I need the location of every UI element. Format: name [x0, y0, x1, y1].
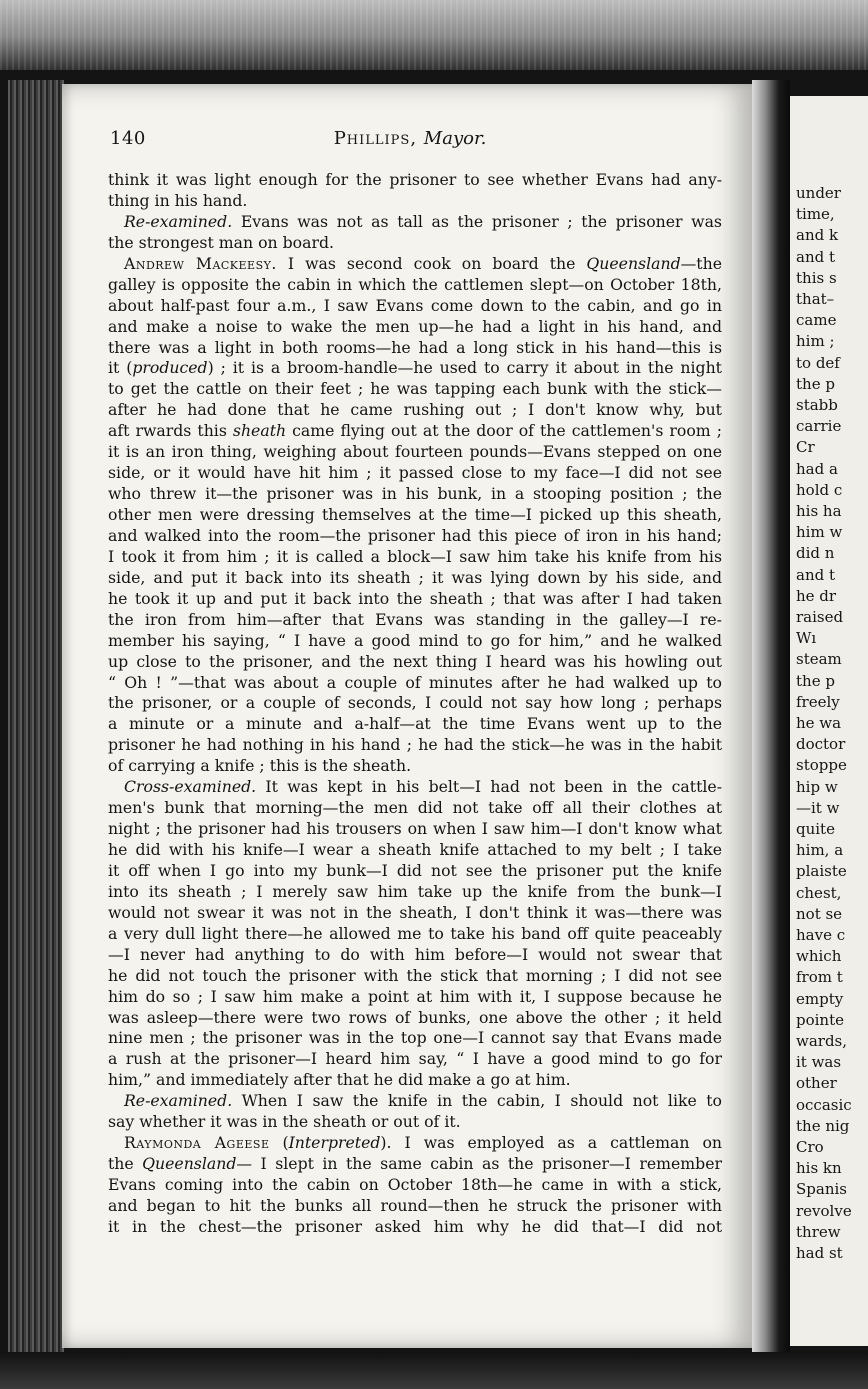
- text: he took it up and put it back into the sheath ; that was after I had taken: [108, 588, 722, 608]
- text: to get the cattle on their feet ; he was tapping each bunk with the stick—: [108, 379, 722, 399]
- facing-page-line: chest,: [796, 883, 842, 902]
- text-line: [108, 610, 722, 631]
- facing-page-line: time,: [796, 205, 835, 224]
- facing-page-line: quite: [796, 820, 835, 838]
- facing-page-line: stoppe: [796, 756, 847, 775]
- text-line: [108, 442, 722, 463]
- text-line: [108, 421, 722, 442]
- text: the iron from him—after that Evans was standing in the galley—I re-: [108, 609, 722, 629]
- text-line: [108, 987, 722, 1008]
- page-edges-left: [8, 80, 64, 1355]
- text-line: [108, 1112, 722, 1133]
- text: think it was light enough for the prisoner to see whether Evans had any-: [108, 170, 722, 189]
- text: would not swear it was not in the sheath, I don't think it was—there was: [108, 902, 722, 922]
- facing-page-line: stabb: [796, 396, 838, 414]
- text: night ; the prisoner had his trousers on when I saw him—I don't know what: [108, 819, 722, 839]
- text: after he had done that he came rushing out ; I don't know why, but: [108, 400, 722, 420]
- text-line: [108, 1070, 722, 1091]
- text-line: [108, 693, 722, 714]
- text-line: [108, 1154, 722, 1175]
- facing-page-line: threw: [796, 1222, 841, 1241]
- text: It was kept in his belt—I had not been in the cattle-: [256, 777, 722, 797]
- facing-page-line: steam: [796, 650, 842, 669]
- facing-page-line: he wa: [796, 714, 842, 732]
- book-gutter: [752, 80, 790, 1355]
- mid-italic: produced: [132, 358, 208, 378]
- text-line: [108, 400, 722, 421]
- text: side, and put it back into its sheath ; it was lying down by his side, and: [108, 567, 722, 587]
- text: it off when I go into my bunk—I did not see the prisoner put the knife: [108, 860, 722, 880]
- facing-page-line: hold c: [796, 480, 843, 499]
- text-line: [108, 1217, 722, 1238]
- tail: — I slept in the same cabin as the prisoner—I remember: [236, 1154, 722, 1174]
- facing-page-line: Wı: [796, 629, 817, 648]
- facing-page-line: did n: [796, 544, 835, 563]
- tail: came flying out at the door of the cattlemen's room ;: [286, 421, 722, 441]
- text-line: [108, 861, 722, 882]
- text-line: [108, 212, 722, 233]
- facing-page-fragment: [790, 96, 868, 1346]
- text: other men were dressing themselves at the time—I picked up this sheath,: [108, 505, 722, 524]
- text: he did with his knife—I wear a sheath knife attached to my belt ; I take: [108, 840, 722, 859]
- facing-page-line: which: [796, 947, 842, 966]
- text-line: [108, 1196, 722, 1217]
- lead-italic: Re-examined.: [124, 1091, 233, 1111]
- text: it in the chest—the prisoner asked him why he did that—I did not: [108, 1216, 722, 1236]
- facing-page-line: and k: [796, 226, 839, 245]
- text: galley is opposite the cabin in which the cattlemen slept—on October 18th,: [108, 274, 722, 294]
- text-line: [108, 317, 722, 338]
- text: it is an iron thing, weighing about fourteen pounds—Evans stepped on one: [108, 442, 722, 462]
- text: aft rwards this: [108, 421, 233, 441]
- facing-page-line: this s: [796, 268, 837, 287]
- text: prisoner he had nothing in his hand ; he had the stick—he was in the habit: [108, 735, 722, 755]
- running-title-name: Phillips,: [333, 128, 418, 149]
- facing-page-line: the p: [796, 671, 835, 690]
- text-line: [108, 505, 722, 526]
- page-number: 140: [110, 128, 146, 149]
- facing-page-line: occasic: [796, 1095, 852, 1114]
- page-header: [110, 128, 710, 152]
- text: say whether it was in the sheath or out of it.: [108, 1112, 461, 1132]
- scan-background-bottom: [0, 1352, 868, 1389]
- running-title-role: Mayor.: [423, 128, 487, 149]
- text: —I never had anything to do with him before—I would not swear that: [108, 944, 722, 964]
- text: thing in his hand.: [108, 190, 248, 210]
- facing-page-line: him, a: [796, 841, 844, 860]
- text: the: [108, 1154, 143, 1174]
- facing-page-line: Cro: [796, 1138, 824, 1156]
- facing-page-line: and t: [796, 565, 836, 584]
- mid-italic: sheath: [232, 421, 287, 441]
- facing-page-line: other: [796, 1074, 837, 1093]
- facing-page-line: have c: [796, 926, 846, 944]
- text-line: [108, 296, 722, 317]
- text-line: [108, 631, 722, 652]
- text: it (: [108, 358, 133, 378]
- text-line: [108, 379, 722, 400]
- facing-page-line: Cr: [796, 438, 815, 457]
- facing-page-line: the p: [796, 374, 835, 393]
- text: the prisoner, or a couple of seconds, I could not say how long ; perhaps: [108, 693, 722, 713]
- facing-page-line: carrie: [796, 417, 842, 436]
- text: a minute or a minute and a-half—at the time Evans went up to the: [108, 714, 722, 734]
- text-line: [108, 338, 722, 359]
- text: him,” and immediately after that he did make a go at him.: [108, 1070, 571, 1090]
- text: up close to the prisoner, and the next thing I heard was his howling out: [108, 651, 722, 671]
- text: he did not touch the prisoner with the stick that morning ; I did not see: [108, 965, 722, 985]
- facing-page-line: not se: [796, 904, 843, 923]
- text-line: [108, 777, 722, 798]
- text-line: [108, 840, 722, 861]
- text-line: [108, 1028, 722, 1049]
- mid-italic: Queensland: [142, 1154, 237, 1174]
- text: who threw it—the prisoner was in his bunk, in a stooping position ; the: [108, 484, 722, 504]
- text-line: [108, 484, 722, 505]
- text: When I saw the knife in the cabin, I should not like to: [232, 1091, 722, 1111]
- facing-page-line: under: [796, 184, 841, 202]
- facing-page-line: his kn: [796, 1159, 842, 1178]
- lead-italic: Cross-examined.: [124, 777, 257, 797]
- facing-page-line: —it w: [796, 798, 840, 817]
- facing-page-line: doctor: [796, 735, 846, 754]
- text: of carrying a knife ; this is the sheath.: [108, 756, 412, 776]
- page-body-text: [108, 170, 722, 1238]
- text: Evans was not as tall as the prisoner ; the prisoner was: [232, 211, 722, 231]
- text: nine men ; the prisoner was in the top one—I cannot say that Evans made: [108, 1028, 722, 1048]
- text-line: [108, 463, 722, 484]
- tail: ) ; it is a broom-handle—he used to carry it about in the night: [207, 358, 722, 378]
- text-line: [108, 966, 722, 987]
- facing-page-line: plaiste: [796, 862, 847, 881]
- text-line: [108, 714, 722, 735]
- text: I took it from him ; it is called a block—I saw him take his knife from his: [108, 546, 722, 566]
- text-line: [108, 568, 722, 589]
- facing-page-line: had st: [796, 1244, 843, 1262]
- text: member his saying, “ I have a good mind to go for him,” and he walked: [108, 630, 722, 650]
- text-line: [108, 1091, 722, 1112]
- text: I was second cook on board the: [276, 253, 587, 273]
- text-line: [108, 735, 722, 756]
- lead-italic: Re-examined.: [124, 211, 233, 231]
- text-line: [108, 652, 722, 673]
- facing-page-line: his ha: [796, 502, 842, 520]
- text-line: [108, 1049, 722, 1070]
- facing-page-line: pointe: [796, 1010, 844, 1029]
- facing-page-line: the nig: [796, 1116, 850, 1135]
- text-line: [108, 589, 722, 610]
- facing-page-line: raised: [796, 608, 844, 626]
- text: and walked into the room—the prisoner had this piece of iron in his hand;: [108, 525, 722, 545]
- text-line: [108, 191, 722, 212]
- text-line: [108, 358, 722, 379]
- text: the strongest man on board.: [108, 232, 334, 252]
- text-line: [108, 924, 722, 945]
- facing-page-line: it was: [796, 1053, 842, 1072]
- text-line: [108, 882, 722, 903]
- text: was asleep—there were two rows of bunks, one above the other ; it held: [108, 1007, 722, 1027]
- facing-page-line: hip w: [796, 777, 838, 796]
- text: Evans coming into the cabin on October 18th—he came in with a stick,: [108, 1175, 722, 1194]
- facing-page-line: from t: [796, 968, 843, 987]
- text-line: [108, 1175, 722, 1196]
- tail: —the: [680, 253, 722, 273]
- facing-page-line: had a: [796, 459, 838, 478]
- scan-background-top: [0, 0, 868, 80]
- facing-page-line: him w: [796, 523, 843, 542]
- text: (: [269, 1133, 289, 1153]
- text-line: [108, 819, 722, 840]
- text-line: [108, 233, 722, 254]
- mid-italic: Interpreted: [288, 1133, 381, 1153]
- text-line: [108, 1133, 722, 1154]
- text-line: [108, 798, 722, 819]
- text: a very dull light there—he allowed me to take his band off quite peaceably: [108, 923, 722, 943]
- facing-page-line: to def: [796, 353, 840, 372]
- facing-page-line: wards,: [796, 1032, 848, 1050]
- facing-page-line: he dr: [796, 586, 837, 605]
- lead-caps: Raymonda Ageese: [124, 1133, 270, 1153]
- text-line: [108, 547, 722, 568]
- text: side, or it would have hit him ; it passed close to my face—I did not see: [108, 463, 722, 483]
- text: a rush at the prisoner—I heard him say, “ I have a good mind to go for: [108, 1049, 722, 1069]
- text: “ Oh ! ”—that was about a couple of minutes after he had walked up to: [108, 672, 722, 692]
- text: there was a light in both rooms—he had a long stick in his hand—this is: [108, 337, 722, 357]
- facing-page-line: empty: [796, 989, 844, 1008]
- facing-page-line: revolve: [796, 1201, 852, 1220]
- text: him do so ; I saw him make a point at him with it, I suppose because he: [108, 986, 722, 1006]
- text-line: [108, 526, 722, 547]
- text: and make a noise to wake the men up—he had a light in his hand, and: [108, 316, 722, 336]
- facing-page-line: him ;: [796, 332, 835, 351]
- facing-page-line: freely: [796, 692, 840, 711]
- facing-page-line: Spanis: [796, 1180, 847, 1199]
- text-line: [108, 275, 722, 296]
- tail-italic: Queensland: [586, 253, 681, 273]
- facing-page-line: came: [796, 311, 837, 330]
- text-line: [108, 673, 722, 694]
- text-line: [108, 903, 722, 924]
- text: about half-past four a.m., I saw Evans come down to the cabin, and go in: [108, 295, 722, 315]
- text-line: [108, 945, 722, 966]
- running-title: [110, 128, 710, 149]
- text: and began to hit the bunks all round—then he struck the prisoner with: [108, 1195, 722, 1215]
- book-page: [62, 84, 755, 1348]
- text-line: [108, 254, 722, 275]
- text: into its sheath ; I merely saw him take up the knife from the bunk—I: [108, 881, 722, 901]
- tail: ). I was employed as a cattleman on: [380, 1133, 722, 1153]
- text-line: [108, 170, 722, 191]
- text-line: [108, 756, 722, 777]
- lead-caps: Andrew Mackeesy.: [124, 253, 277, 273]
- facing-page-line: and t: [796, 247, 836, 266]
- text: men's bunk that morning—the men did not take off all their clothes at: [108, 798, 722, 818]
- facing-page-line: that–: [796, 290, 835, 308]
- text-line: [108, 1008, 722, 1029]
